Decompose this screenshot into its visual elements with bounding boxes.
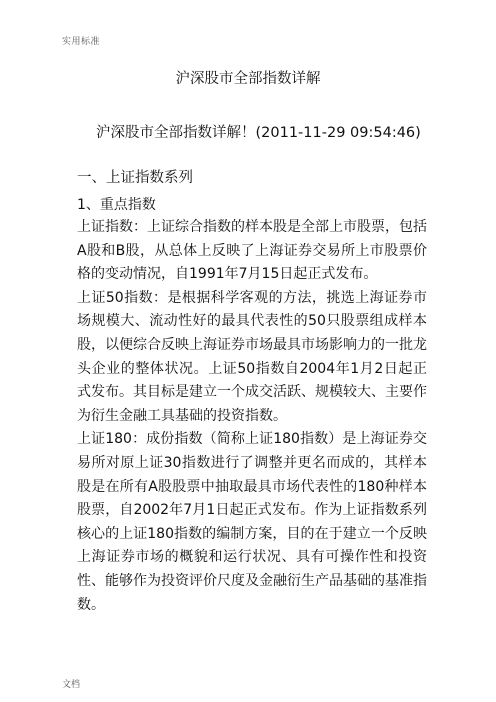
page-footer-label: 文档 (62, 680, 81, 690)
paragraph-shanghai-composite: 上证指数：上证综合指数的样本股是全部上市股票，包括A股和B股，从总体上反映了上海证券交易所上市股票价格的变动情况，自1991年7月15日起正式发布。 (77, 219, 427, 283)
document-title: 沪深股市全部指数详解 (175, 71, 321, 87)
document-subtitle: 沪深股市全部指数详解！(2011-11-29 09:54:46) (96, 125, 421, 141)
page-header-label: 实用标准 (62, 37, 101, 47)
paragraph-sse-50: 上证50指数：是根据科学客观的方法，挑选上海证券市场规模大、流动性好的最具代表性的50只股票组成样本股，以便综合反映上海证券市场最具市场影响力的一批龙头企业的整体状况。上证50指数自2004年1月2日起正式发布。其目标是建立一个成交活跃、规模较大、主要作为衍生金融工具基础的投资指数。 (77, 289, 427, 424)
paragraph-sse-180: 上证180：成份指数（简称上证180指数）是上海证券交易所对原上证30指数进行了调整并更名而成的，其样本股是在所有A股股票中抽取最具市场代表性的180种样本股票，自2002年7月1日起正式发布。作为上证指数系列核心的上证180指数的编制方案，目的在于建立一个反映上海证券市场的概貌和运行状况、具有可操作性和投资性、能够作为投资评价尺度及金融衍生产品基础的基准指数。 (77, 431, 427, 613)
document-body (77, 216, 427, 617)
sub-heading: 1、重点指数 (77, 197, 156, 213)
section-heading: 一、上证指数系列 (77, 170, 193, 186)
